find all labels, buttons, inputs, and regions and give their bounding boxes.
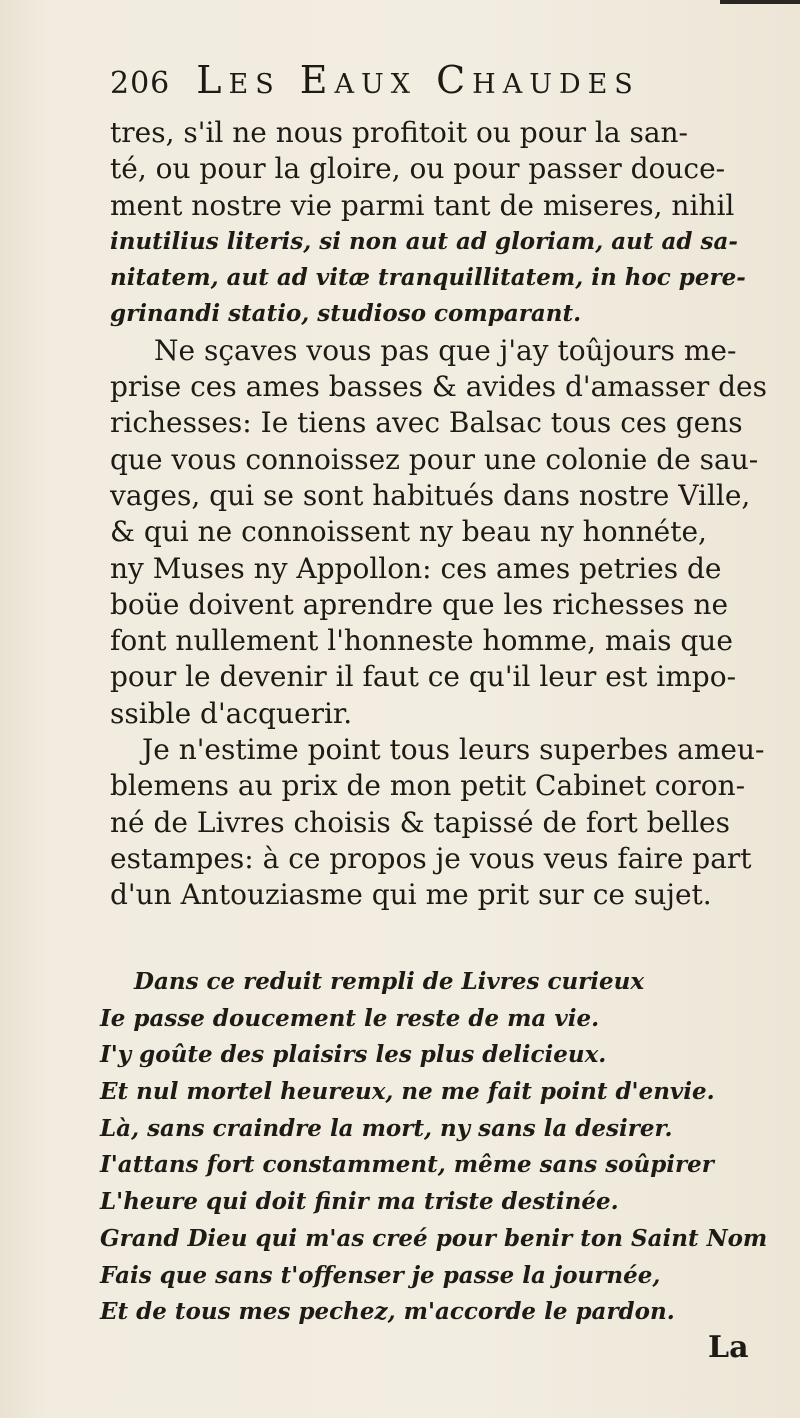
prose-line: né de Livres choisis & tapissé de fort belles (110, 805, 730, 839)
prose-line: blemens au prix de mon petit Cabinet coron- (110, 769, 746, 803)
prose-line-latin: inutilius literis, si non aut ad gloriam, aut ad sa- (110, 227, 738, 255)
prose-line: Ne sçaves vous pas que j'ay toûjours me- (154, 333, 737, 367)
running-title: Les Eaux Chaudes (196, 58, 640, 102)
page-edge-rule (720, 0, 800, 4)
poem-line: L'heure qui doit finir ma triste destinée. (100, 1188, 619, 1216)
poem-line: Ie passe doucement le reste de ma vie. (100, 1004, 600, 1032)
prose-line: boüe doivent aprendre que les richesses ne (110, 587, 729, 621)
poem-line: Dans ce reduit rempli de Livres curieux (134, 968, 645, 995)
prose-line: d'un Antouziasme qui me prit sur ce sujet. (110, 878, 712, 912)
poem-line: I'y goûte des plaisirs les plus delicieux. (100, 1041, 607, 1069)
catchword: La (708, 1330, 749, 1365)
prose-line: estampes: à ce propos je vous veus faire part (110, 841, 752, 875)
prose-line: ny Muses ny Appollon: ces ames petries de (110, 551, 722, 585)
prose-line: té, ou pour la gloire, ou pour passer douce- (110, 152, 726, 186)
prose-line-latin: nitatem, aut ad vitæ tranquillitatem, in hoc pere- (110, 264, 746, 292)
poem-line: Là, sans craindre la mort, ny sans la desirer. (100, 1114, 673, 1142)
prose-line: pour le devenir il faut ce qu'il leur est impo- (110, 660, 737, 694)
poem-line: Et nul mortel heureux, ne me fait point d'envie. (100, 1078, 715, 1106)
poem-line: Et de tous mes pechez, m'accorde le pardon. (100, 1298, 675, 1326)
prose-line: richesses: Ie tiens avec Balsac tous ces gens (110, 406, 743, 440)
page-header (110, 58, 790, 118)
prose-line: tres, s'il ne nous profitoit ou pour la san- (110, 116, 689, 149)
prose-line: Je n'estime point tous leurs superbes ameu- (142, 733, 765, 767)
prose-line: font nullement l'honneste homme, mais que (110, 624, 733, 658)
prose-block (110, 115, 770, 914)
prose-line: ment nostre vie parmi tant de miseres, nihil (110, 188, 735, 222)
prose-line: ssible d'acquerir. (110, 696, 353, 730)
poem-block (100, 964, 780, 1331)
poem-line: I'attans fort constamment, même sans soûpirer (100, 1151, 714, 1179)
prose-line: que vous connoissez pour une colonie de sau- (110, 442, 759, 476)
poem-line: Grand Dieu qui m'as creé pour benir ton Saint Nom (100, 1224, 768, 1252)
page-number: 206 (110, 66, 171, 101)
prose-line: & qui ne connoissent ny beau ny honnéte, (110, 515, 707, 549)
poem-line: Fais que sans t'offenser je passe la journée, (100, 1261, 661, 1289)
prose-line: prise ces ames basses & avides d'amasser des (110, 370, 767, 404)
prose-line-latin: grinandi statio, studioso comparant. (110, 300, 582, 328)
prose-line: vages, qui se sont habitués dans nostre Ville, (110, 478, 751, 512)
